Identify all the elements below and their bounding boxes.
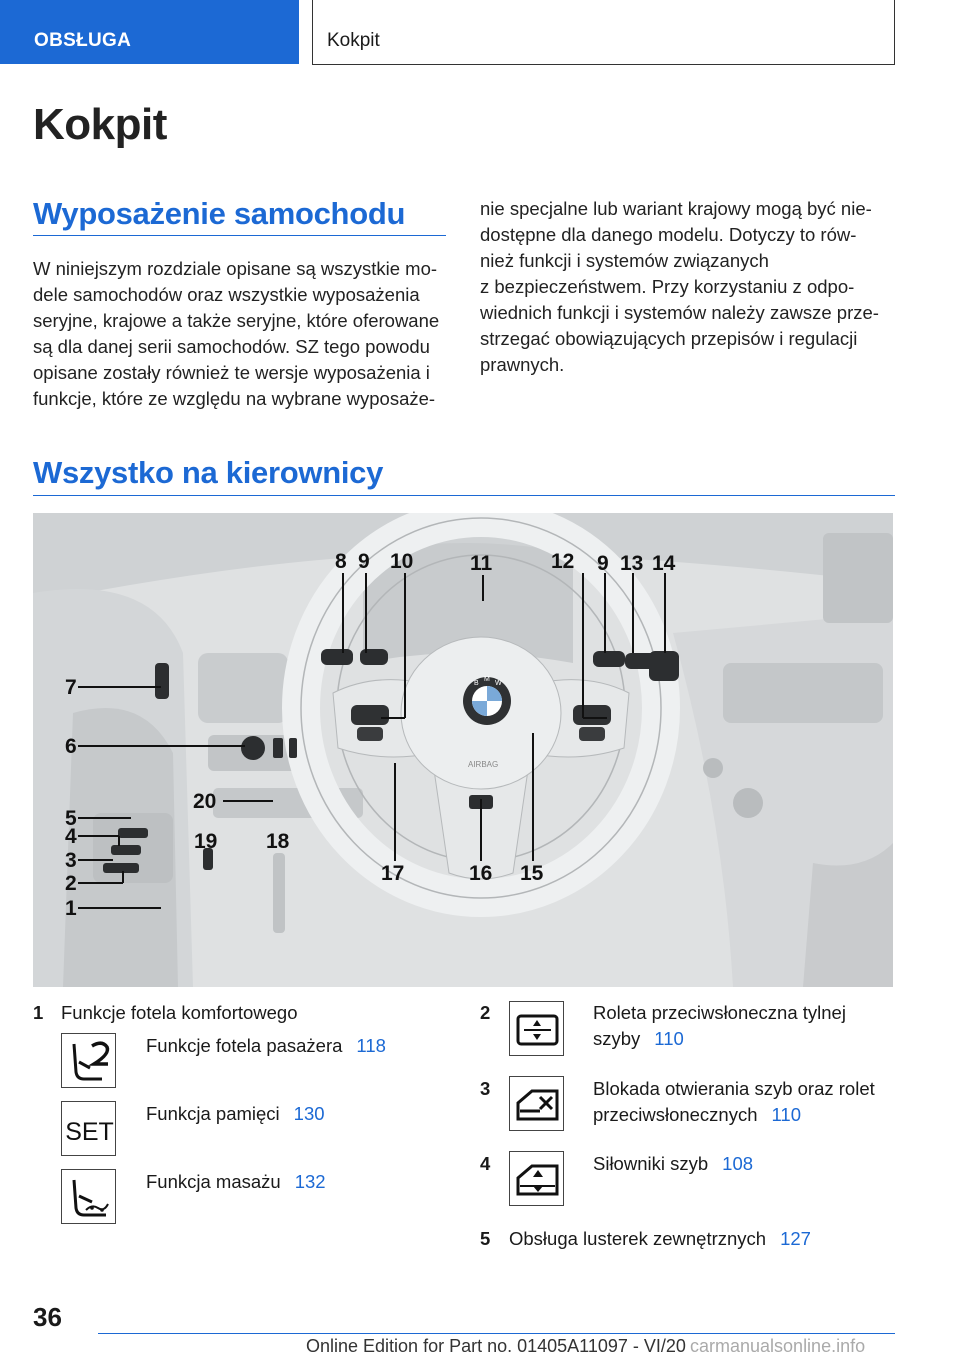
legend-label: Blokada otwierania szyb oraz rolet — [593, 1078, 875, 1099]
topic-label: Kokpit — [327, 30, 380, 51]
callout-9: 9 — [358, 550, 370, 573]
page-ref-link[interactable]: 108 — [722, 1153, 754, 1174]
section-heading-equipment: Wyposażenie samochodu — [33, 196, 406, 231]
callout-4: 4 — [65, 825, 77, 848]
legend-label: Roleta przeciwsłoneczna tylnej — [593, 1002, 846, 1023]
window-lock-icon — [509, 1076, 564, 1131]
rear-sunblind-icon — [509, 1001, 564, 1056]
callout-19: 19 — [194, 830, 218, 853]
callout-10: 10 — [390, 550, 414, 573]
text-line: z bezpieczeństwem. Przy korzystaniu z odpo- — [480, 276, 855, 297]
legend-label: przeciwsłonecznych — [593, 1104, 758, 1125]
legend-num-2: 2 — [480, 1002, 491, 1023]
emblem-letter: M — [484, 676, 490, 683]
page-ref-link[interactable]: 132 — [294, 1171, 326, 1192]
heading-rule — [33, 495, 895, 496]
callout-8: 8 — [335, 550, 347, 573]
page-ref-link[interactable]: 127 — [780, 1228, 811, 1249]
cockpit-drawing — [33, 513, 893, 987]
text-line: dostępne dla danego modelu. Dotyczy to rów- — [480, 224, 857, 245]
callout-12: 12 — [551, 550, 575, 573]
heading-rule — [33, 235, 446, 236]
callout-18: 18 — [266, 830, 290, 853]
intro-text-left — [33, 256, 439, 412]
edition-note: Online Edition for Part no. 01405A11097 - VI/20 — [306, 1336, 686, 1356]
text-line: strzegać obowiązujących przepisów i regulacji — [480, 328, 858, 349]
text-line: są dla danej serii samochodów. SZ tego powodu — [33, 336, 430, 357]
seat-massage-icon — [61, 1169, 116, 1224]
text-line: prawnych. — [480, 354, 565, 375]
callout-20: 20 — [193, 790, 217, 813]
page-ref-link[interactable]: 110 — [771, 1104, 802, 1125]
legend-item-4 — [593, 1151, 753, 1177]
seat-memory-2-icon — [61, 1033, 116, 1088]
watermark: carmanualsonline.info — [690, 1336, 866, 1356]
text-line: nież funkcji i systemów związanych — [480, 250, 769, 271]
legend-num-4: 4 — [480, 1153, 491, 1174]
callout-6: 6 — [65, 735, 77, 758]
page-ref-link[interactable]: 110 — [654, 1028, 684, 1049]
legend-label: Obsługa lusterek zewnętrznych — [509, 1228, 767, 1249]
airbag-label: AIRBAG — [468, 760, 499, 769]
intro-text-right — [480, 196, 879, 378]
legend-label: szyby — [593, 1028, 641, 1049]
legend-title-1: Funkcje fotela komfortowego — [61, 1002, 298, 1023]
callout-17: 17 — [381, 862, 405, 885]
topic-box — [312, 0, 895, 65]
text-line: W niniejszym rozdziale opisane są wszystkie mo- — [33, 258, 438, 279]
page-ref-link[interactable]: 130 — [293, 1103, 325, 1124]
set-icon-text: SET — [65, 1118, 114, 1146]
callout-11: 11 — [470, 552, 493, 575]
callout-7: 7 — [65, 676, 77, 699]
page-ref-link[interactable]: 118 — [356, 1035, 386, 1056]
legend-sub-massage — [146, 1169, 326, 1195]
legend-item-5 — [509, 1226, 811, 1252]
text-line: seryjne, krajowe a także seryjne, które oferowane — [33, 310, 440, 331]
cockpit-illustration — [33, 513, 893, 987]
legend-sub-passenger-seat — [146, 1033, 386, 1059]
legend-num-5: 5 — [480, 1228, 491, 1249]
text-line: dele samochodów oraz wszystkie wyposażenia — [33, 284, 420, 305]
footer-rule — [98, 1333, 895, 1334]
set-button-icon — [61, 1101, 116, 1156]
callout-13: 13 — [620, 552, 644, 575]
text-line: wiednich funkcji i systemów należy zawsze prze- — [480, 302, 879, 323]
legend-item-3 — [593, 1076, 875, 1128]
callout-15: 15 — [520, 862, 544, 885]
emblem-letter: B — [474, 680, 479, 687]
legend-label: Funkcja masażu — [146, 1171, 281, 1192]
legend-num-3: 3 — [480, 1078, 491, 1099]
callout-5: 5 — [65, 807, 77, 830]
text-line: nie specjalne lub wariant krajowy mogą być nie- — [480, 198, 872, 219]
callout-14: 14 — [652, 552, 676, 575]
callout-1: 1 — [65, 897, 77, 920]
legend-sub-memory — [146, 1101, 325, 1127]
legend-label: Siłowniki szyb — [593, 1153, 709, 1174]
text-line: opisane zostały również te wersje wyposażenia i — [33, 362, 430, 383]
callout-3: 3 — [65, 849, 77, 872]
section-heading-steering-wheel: Wszystko na kierownicy — [33, 455, 384, 490]
legend-label: Funkcja pamięci — [146, 1103, 280, 1124]
power-window-icon — [509, 1151, 564, 1206]
legend-item-2 — [593, 1000, 846, 1052]
section-tab: OBSŁUGA — [0, 0, 299, 64]
emblem-letter: W — [495, 680, 502, 687]
page-number: 36 — [33, 1302, 62, 1332]
callout-9b: 9 — [597, 552, 609, 575]
callout-16: 16 — [469, 862, 493, 885]
legend-label: Funkcje fotela pasażera — [146, 1035, 343, 1056]
text-line: funkcje, które ze względu na wybrane wyposaże- — [33, 388, 436, 409]
legend-num-1: 1 — [33, 1002, 44, 1023]
page-title: Kokpit — [33, 100, 167, 149]
callout-2: 2 — [65, 872, 77, 895]
